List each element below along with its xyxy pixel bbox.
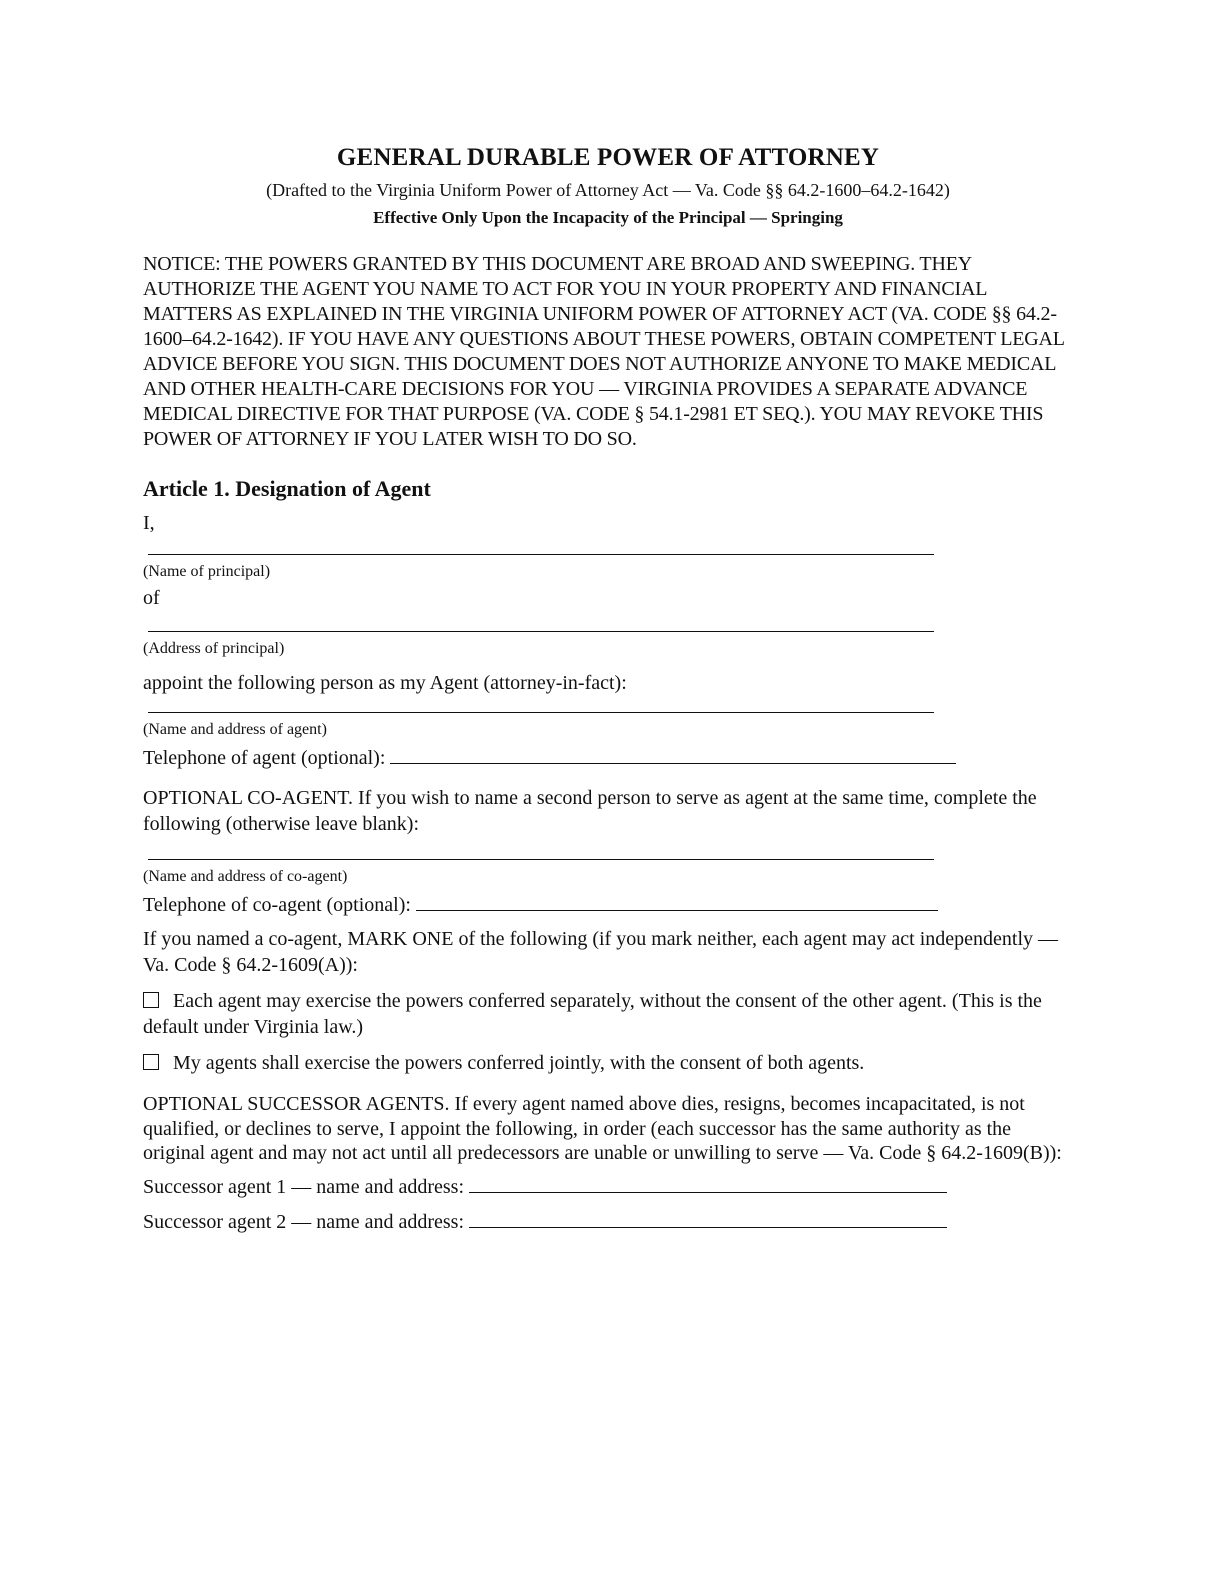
agent-phone-field[interactable] xyxy=(390,743,956,764)
document-title: GENERAL DURABLE POWER OF ATTORNEY xyxy=(336,144,880,171)
principal-name-caption: (Name of principal) xyxy=(143,563,271,580)
successor1-field[interactable] xyxy=(469,1172,947,1193)
option-jointly-checkbox[interactable] xyxy=(143,1054,159,1070)
coagent-phone-field[interactable] xyxy=(416,890,938,911)
principal-name-field[interactable] xyxy=(148,554,934,555)
effective-note: Effective Only Upon the Incapacity of the Principal — Springing xyxy=(373,208,843,227)
agent-phone-row xyxy=(143,743,1073,771)
principal-address-caption: (Address of principal) xyxy=(143,640,285,657)
of-label: of xyxy=(143,587,160,609)
notice-paragraph: NOTICE: THE POWERS GRANTED BY THIS DOCUMENT ARE BROAD AND SWEEPING. THEY AUTHORIZE THE AGENT YOU NAME TO ACT FOR YOU IN YOUR PROPERTY AND FINANCIAL MATTERS AS EXPLAINED IN THE VIRGINIA UNIFORM POWER OF ATTORNEY ACT (VA. CODE §§ 64.2-1600–64.2-1642). IF YOU HAVE ANY QUESTIONS ABOUT THESE POWERS, OBTAIN COMPETENT LEGAL ADVICE BEFORE YOU SIGN. THIS DOCUMENT DOES NOT AUTHORIZE ANYONE TO MAKE MEDICAL AND OTHER HEALTH-CARE DECISIONS FOR YOU — VIRGINIA PROVIDES A SEPARATE ADVANCE MEDICAL DIRECTIVE FOR THAT PURPOSE (VA. CODE § 54.1-2981 ET SEQ.). YOU MAY REVOKE THIS POWER OF ATTORNEY IF YOU LATER WISH TO DO SO. xyxy=(143,253,1065,450)
article-1-heading: Article 1. Designation of Agent xyxy=(143,476,431,501)
option-separately-checkbox[interactable] xyxy=(143,992,159,1008)
successor-intro: OPTIONAL SUCCESSOR AGENTS. If every agent named above dies, resigns, becomes incapacitated, is not qualified, or declines to serve, I appoint the following, in order (each successor has the same authority as the original agent and may not act until all predecessors are unable or unwilling to serve — Va. Code § 64.2-1609(B)): xyxy=(143,1093,1062,1164)
agent-phone-label: Telephone of agent (optional): xyxy=(143,747,386,769)
successor2-label: Successor agent 2 — name and address: xyxy=(143,1210,465,1233)
successor2-row xyxy=(143,1207,1073,1235)
document-page xyxy=(143,140,1073,1235)
successor1-row xyxy=(143,1172,1073,1200)
option-jointly-label: My agents shall exercise the powers conferred jointly, with the consent of both agents. xyxy=(173,1052,865,1074)
coagent-intro: OPTIONAL CO-AGENT. If you wish to name a second person to serve as agent at the same time, complete the following (otherwise leave blank): xyxy=(143,787,1037,835)
i-label: I, xyxy=(143,512,155,534)
mark-one-text: If you named a co-agent, MARK ONE of the following (if you mark neither, each agent may act independently — Va. Code § 64.2-1609(A)): xyxy=(143,928,1059,976)
appoint-text: appoint the following person as my Agent (attorney-in-fact): xyxy=(143,672,627,694)
agent-caption: (Name and address of agent) xyxy=(143,721,327,738)
coagent-name-address-field[interactable] xyxy=(148,859,934,860)
principal-address-field[interactable] xyxy=(148,631,934,632)
coagent-phone-label: Telephone of co-agent (optional): xyxy=(143,894,411,916)
coagent-phone-row xyxy=(143,890,1073,918)
option-separately-label: Each agent may exercise the powers conferred separately, without the consent of the other agent. (This is the default under Virginia law.) xyxy=(143,990,1042,1038)
successor2-field[interactable] xyxy=(469,1207,947,1228)
option-separately-row xyxy=(143,988,1073,1040)
successor1-label: Successor agent 1 — name and address: xyxy=(143,1175,465,1198)
agent-name-address-field[interactable] xyxy=(148,712,934,713)
coagent-caption: (Name and address of co-agent) xyxy=(143,868,348,885)
document-subtitle: (Drafted to the Virginia Uniform Power of Attorney Act — Va. Code §§ 64.2-1600–64.2-1642) xyxy=(266,180,950,200)
option-jointly-row xyxy=(143,1050,1073,1076)
